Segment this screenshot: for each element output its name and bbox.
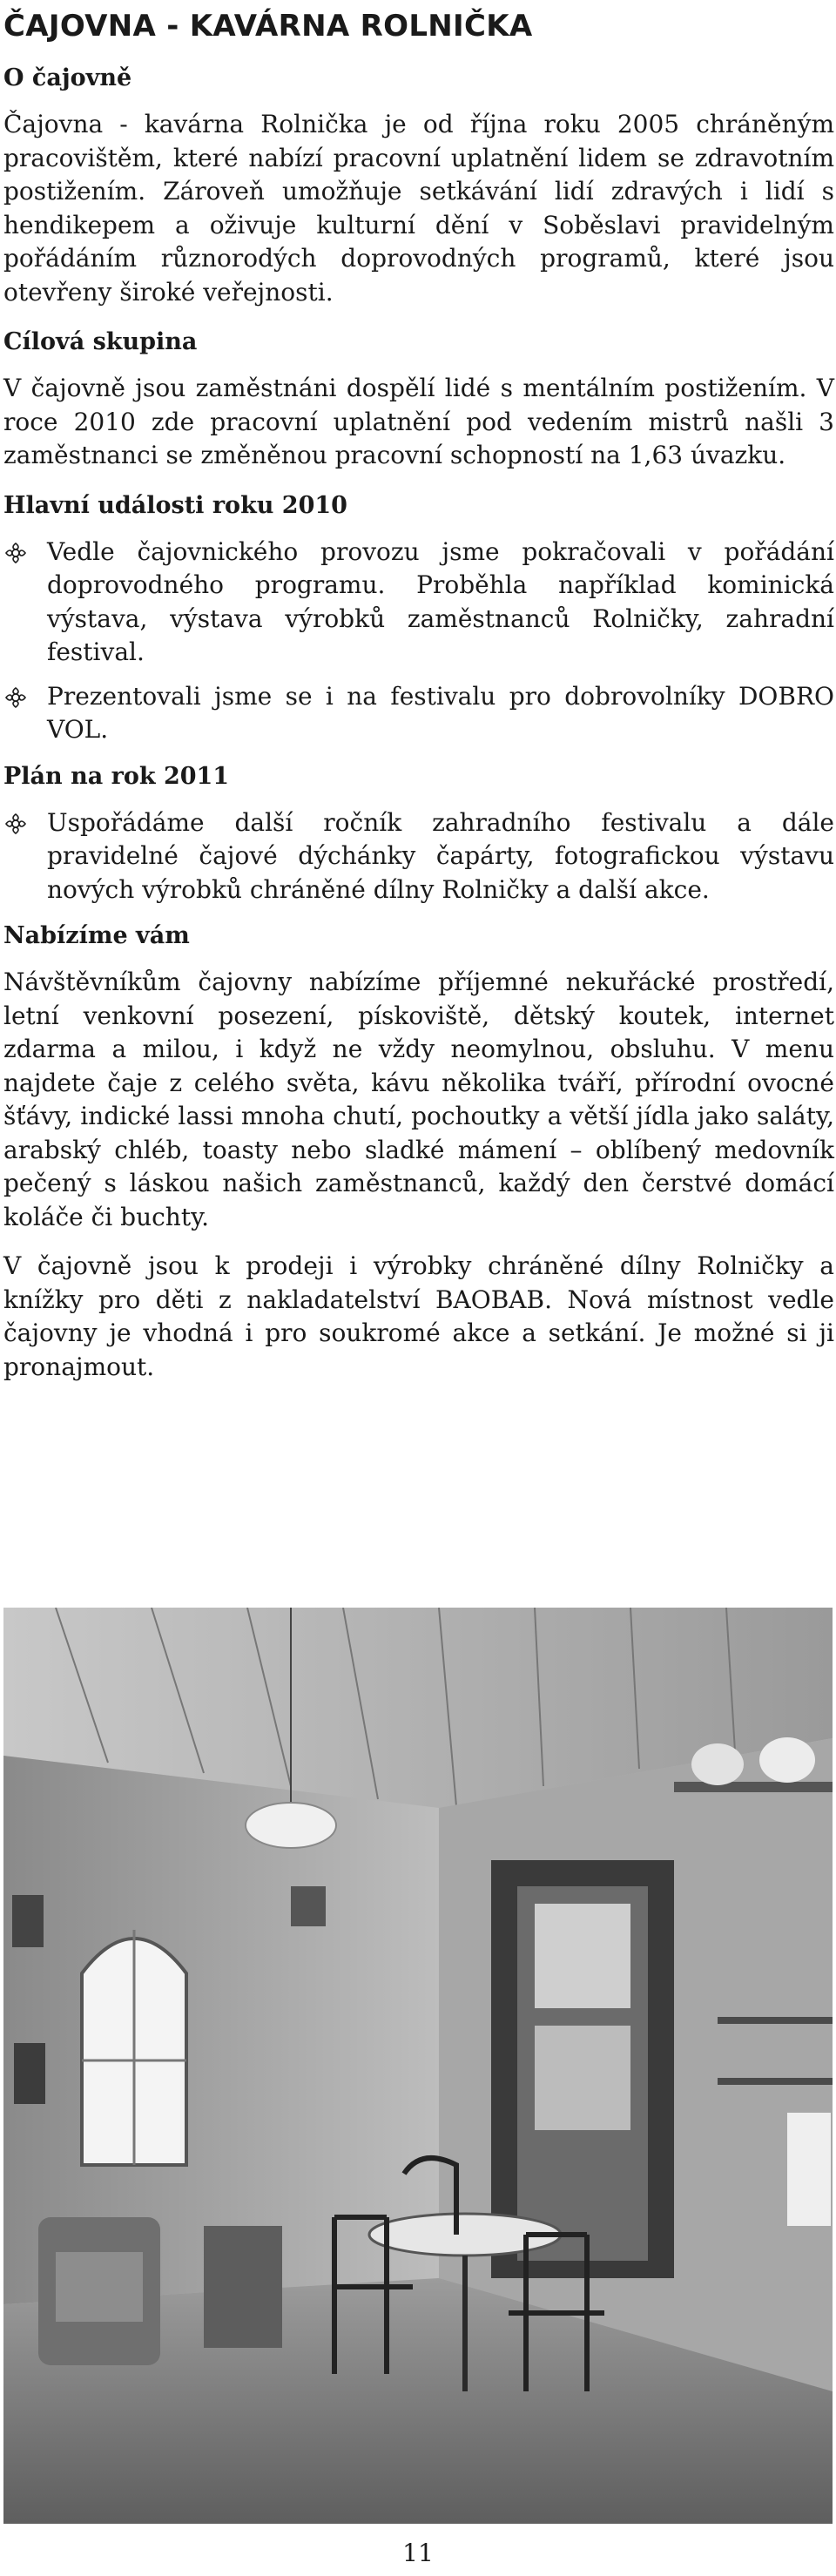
flower-bullet-icon xyxy=(3,685,28,710)
page-title: ČAJOVNA - KAVÁRNA ROLNIČKA xyxy=(3,9,533,44)
about-paragraph: Čajovna - kavárna Rolnička je od října roku 2005 chráněným pracovištěm, které nabízí pracovní uplatnění lidem se zdravotním postižením. Zároveň umožňuje setkávání lidí zdravých i lidí s hendikepem a oživuje kulturní dění v Soběslavi pravidelným pořádáním různorodých doprovodných programů, které jsou otevřeny široké veřejnosti. xyxy=(3,110,834,307)
events-bullet-1 xyxy=(3,536,834,670)
plan-bullet-1-text: Uspořádáme další ročník zahradního festivalu a dále pravidelné čajové dýchánky čapárty, fotografickou výstavu nových výrobků chráněné dílny Rolničky a další akce. xyxy=(47,807,834,904)
events-bullet-1-text: Vedle čajovnického provozu jsme pokračovali v pořádání doprovodného programu. Proběhla například kominická výstava, výstava výrobků zaměstnanců Rolničky, zahradní festival. xyxy=(47,536,834,666)
flower-bullet-icon xyxy=(3,541,28,565)
section-heading-target-group: Cílová skupina xyxy=(3,328,198,355)
offer-paragraph-1: Návštěvníkům čajovny nabízíme příjemné nekuřácké prostředí, letní venkovní posezení, pískoviště, dětský koutek, internet zdarma a milou, i když ne vždy neomylnou, obsluhu. V menu najdete čaje z celého světa, kávu několika tváří, přírodní ovocné šťávy, indické lassi mnoha chutí, pochoutky a větší jídla jako saláty, arabský chléb, toasty nebo sladké mámení – oblíbený medovník pečený s láskou našich zaměstnanců, každý den čerstvé domácí koláče či buchty. xyxy=(3,968,834,1231)
events-bullet-2 xyxy=(3,680,834,747)
page-number: 11 xyxy=(402,2539,434,2567)
article xyxy=(3,3,834,1399)
target-group-paragraph: V čajovně jsou zaměstnáni dospělí lidé s mentálním postižením. V roce 2010 zde pracovní uplatnění pod vedením mistrů našli 3 zaměstnanci se změněnou pracovní schopností na 1,63 úvazku. xyxy=(3,374,834,469)
events-bullet-2-text: Prezentovali jsme se i na festivalu pro dobrovolníky DOBRO VOL. xyxy=(47,681,834,744)
offer-paragraph-2: V čajovně jsou k prodeji i výrobky chráněné dílny Rolničky a knížky pro děti z nakladatelství BAOBAB. Nová místnost vedle čajovny je vhodná i pro soukromé akce a setkání. Je možné si ji pronajmout. xyxy=(3,1251,834,1381)
flower-bullet-icon xyxy=(3,812,28,836)
section-heading-offer: Nabízíme vám xyxy=(3,922,190,949)
plan-bullet-1 xyxy=(3,806,834,907)
section-heading-about: O čajovně xyxy=(3,64,132,91)
tea-room-interior-photo xyxy=(3,1608,833,2524)
section-heading-events-2010: Hlavní události roku 2010 xyxy=(3,491,347,519)
section-heading-plan-2011: Plán na rok 2011 xyxy=(3,762,230,790)
